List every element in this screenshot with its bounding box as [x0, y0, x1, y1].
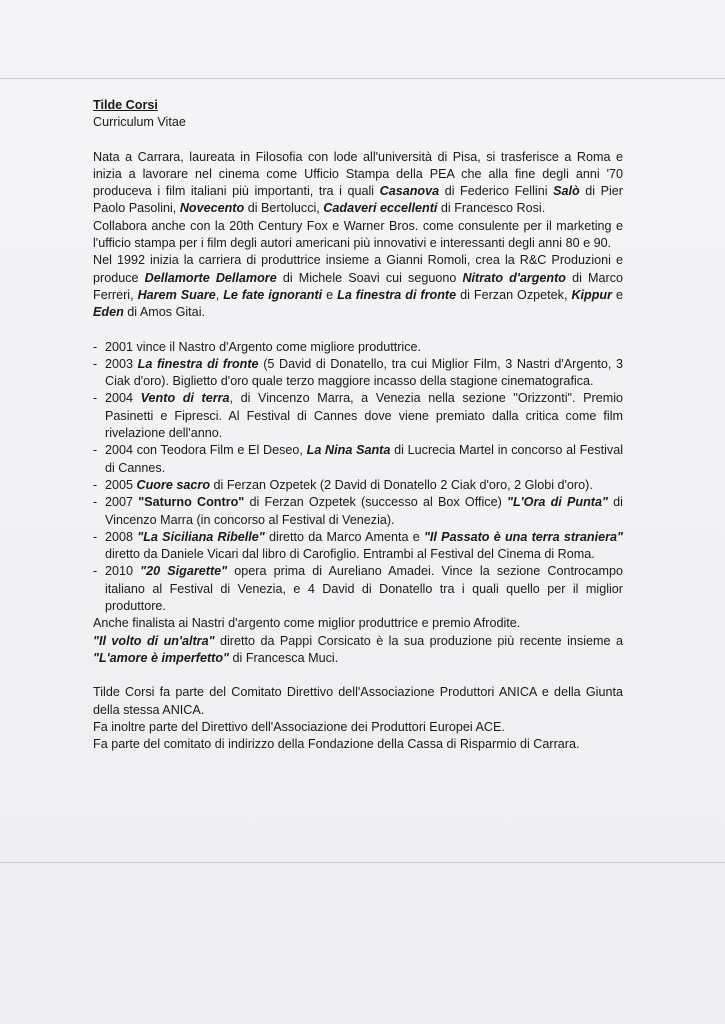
bio-item [93, 252, 623, 321]
title-run: "L'amore è imperfetto" [93, 650, 230, 665]
text-run: 2007 [105, 495, 139, 510]
text-run: di Ferzan Ozpetek (2 David di Donatello 2 Ciak d'oro, 2 Globi d'oro). [210, 477, 593, 492]
scan-line-bottom [0, 862, 725, 863]
text-run: , [215, 287, 224, 302]
text-run: di Vincenzo Marra (in concorso al Festival di Venezia). [105, 495, 623, 527]
title-run: Harem Suare [137, 287, 216, 302]
title-run: Nitrato d'argento [462, 270, 567, 285]
associations-item [93, 719, 623, 736]
text-run: di Ferzan Ozpetek, [456, 287, 572, 302]
associations-item [93, 736, 623, 753]
awards-list [93, 339, 623, 616]
text-run: 2004 [105, 391, 141, 406]
title-run: Eden [93, 305, 124, 320]
title-run: La Nina Santa [306, 443, 391, 458]
title-run: "L'Ora di Punta" [507, 495, 608, 510]
document-subtitle: Curriculum Vitae [93, 115, 186, 130]
title-run: Kippur [571, 287, 613, 302]
awards-item [93, 477, 623, 494]
title-run: Cadaveri eccellenti [323, 201, 438, 216]
text-run: Fa inoltre parte del Direttivo dell'Associazione dei Produttori Europei ACE. [93, 719, 505, 734]
title-run: Casanova [379, 184, 440, 199]
closing-section [93, 615, 623, 667]
text-run: di Pier Paolo Pasolini, [93, 184, 623, 216]
associations-item [93, 684, 623, 719]
text-run: 2004 con Teodora Film e El Deseo, [105, 443, 307, 458]
title-run: "Il volto di un'altra" [93, 633, 215, 648]
title-run: Novecento [179, 201, 245, 216]
text-run: di Amos Gitai. [123, 305, 205, 320]
text-run: di Francesco Rosi. [437, 201, 546, 216]
title-run: La finestra di fronte [337, 287, 457, 302]
text-run: e [612, 287, 623, 302]
text-run: (5 David di Donatello, tra cui Miglior Film, 3 Nastri d'Argento, 3 Ciak d'oro). Biglietto d'oro quale terzo maggiore incasso della stagione cinematografica. [105, 356, 624, 389]
text-run: di Lucrecia Martel in concorso al Festival di Cannes. [105, 443, 623, 475]
title-run: "Saturno Contro" [138, 495, 245, 510]
text-run: Collabora anche con la 20th Century Fox e Warner Bros. come consulente per il marketing e l'ufficio stampa per i film degli autori americani più innovativi e interessanti degli anni 80 e 90. [93, 218, 623, 251]
awards-item [93, 339, 623, 356]
text-run: diretto da Marco Amenta e [264, 529, 424, 544]
text-run: e [322, 287, 338, 302]
awards-item [93, 494, 623, 529]
text-run: 2003 [105, 356, 138, 371]
bio-item [93, 149, 623, 218]
text-run: di Marco Ferreri, [93, 270, 624, 302]
text-run: opera prima di Aureliano Amadei. Vince la sezione Controcampo italiano al Festival di Venezia, e 4 David di Donatello tra i quali quello per il miglior produttore. [105, 564, 623, 614]
awards-item [93, 356, 623, 391]
text-run: Tilde Corsi fa parte del Comitato Direttivo dell'Associazione Produttori ANICA e della Giunta della stessa ANICA. [93, 685, 623, 717]
text-run: Nel 1992 inizia la carriera di produttrice insieme a Gianni Romoli, crea la R&C Produzioni e produce [93, 253, 623, 285]
text-run: di Bertolucci, [244, 201, 324, 216]
title-run: Cuore sacro [136, 477, 211, 492]
person-name: Tilde Corsi [93, 98, 158, 112]
awards-item [93, 390, 623, 442]
text-run: diretto da Pappi Corsicato è la sua produzione più recente insieme a [214, 633, 623, 648]
title-run: Dellamorte Dellamore [144, 270, 277, 285]
text-run: Anche finalista ai Nastri d'argento come miglior produttrice e premio Afrodite. [93, 616, 521, 631]
closing-item [93, 633, 623, 668]
text-run: 2001 vince il Nastro d'Argento come migliore produttrice. [105, 339, 421, 354]
text-run: 2010 [105, 564, 141, 579]
awards-item [93, 529, 623, 564]
text-run: 2008 [105, 529, 138, 544]
text-run: di Ferzan Ozpetek (successo al Box Office) [244, 495, 507, 510]
text-run: 2005 [105, 477, 137, 492]
text-run: di Francesca Muci. [229, 650, 339, 665]
text-run: di Federico Fellini [439, 184, 554, 199]
title-run: Le fate ignoranti [223, 287, 323, 302]
text-run: Fa parte del comitato di indirizzo della Fondazione della Cassa di Risparmio di Carrara. [93, 737, 580, 752]
title-run: Salò [553, 184, 580, 199]
closing-item [93, 615, 623, 632]
text-run: diretto da Daniele Vicari dal libro di Carofiglio. Entrambi al Festival del Cinema di Roma. [105, 547, 595, 562]
bio-item [93, 218, 623, 253]
title-run: La finestra di fronte [137, 356, 259, 371]
title-run: Vento di terra [140, 391, 230, 406]
cv-content [93, 97, 623, 753]
associations-section [93, 684, 623, 753]
title-run: "La Siciliana Ribelle" [137, 529, 265, 544]
title-run: "20 Sigarette" [140, 564, 228, 579]
text-run: , di Vincenzo Marra, a Venezia nella sezione "Orizzonti". Premio Pasinetti e Fipresci. Al Festival di Cannes dove viene premiato dalla critica come film rivelazione dell'anno. [105, 391, 624, 441]
awards-item [93, 563, 623, 615]
text-run: di Michele Soavi cui seguono [276, 270, 463, 285]
bio-section [93, 149, 623, 322]
scan-line-top [0, 78, 725, 79]
awards-item [93, 442, 623, 477]
title-run: "Il Passato è una terra straniera" [423, 529, 624, 544]
text-run: Nata a Carrara, laureata in Filosofia con lode all'università di Pisa, si trasferisce a Roma e inizia a lavorare nel cinema come Ufficio Stampa della PEA che alla fine degli anni '70 produceva i film italiani più importanti, tra i quali [93, 149, 623, 199]
